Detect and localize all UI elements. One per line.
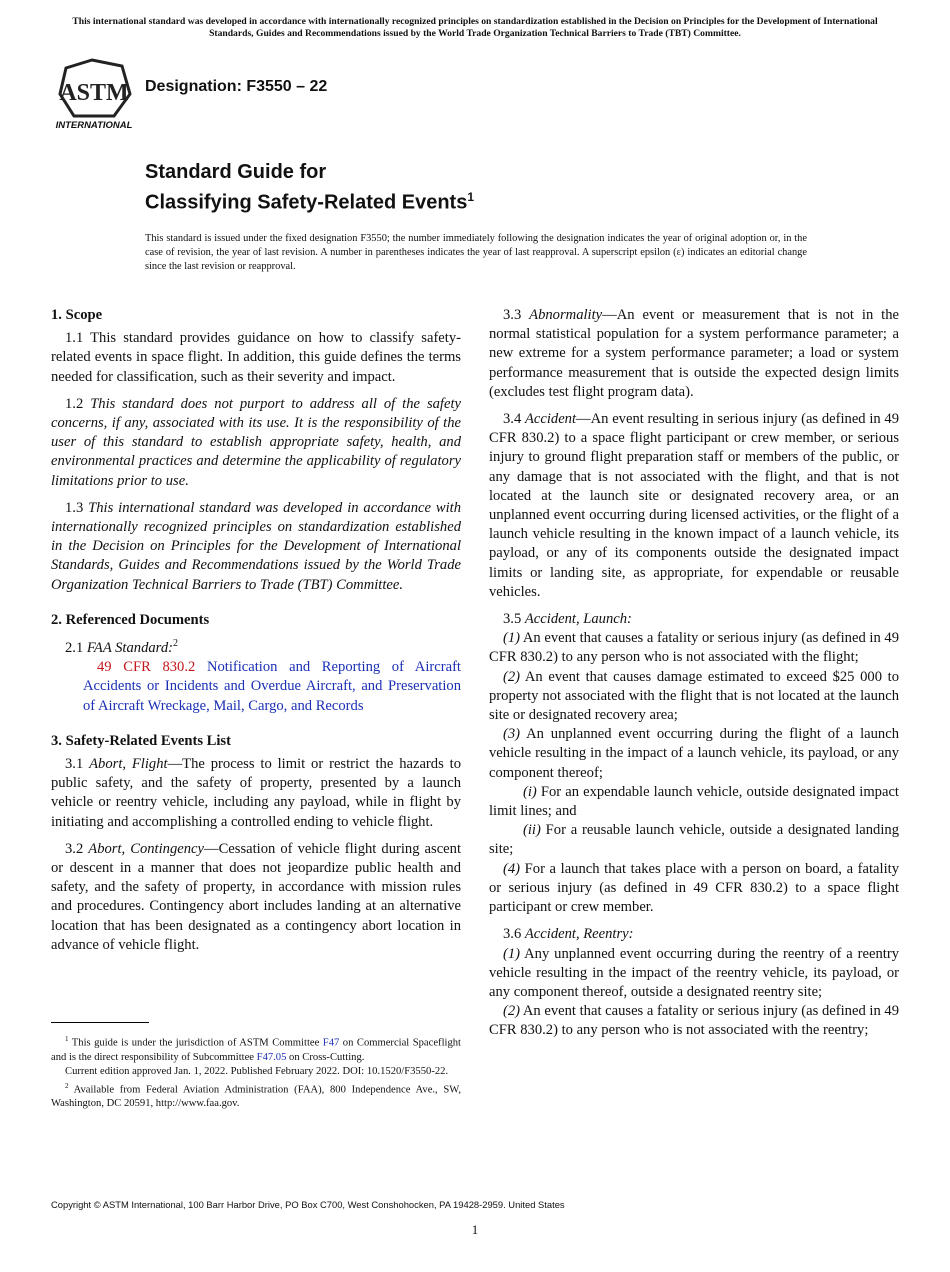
section-heading-refdocs: 2. Referenced Documents: [51, 611, 210, 628]
page-title: [145, 160, 474, 216]
para-3-4: 3.4 Accident—An event resulting in serious injury (as defined in 49 CFR 830.2) to a space flight participant or crew member, or serious injury to ground flight preparation staff or members of the public, or any damage that is not associated with the flight, and that is not located at the launch site or designated recovery area, or an unplanned event occurring during licensed activities, or the flight of a launch vehicle resulting in the known impact of a launch vehicle, its payload, or any of its components outside the designated impact limits or landing site, as appropriate, for expendable or reusable vehicles.: [489, 411, 900, 600]
logo-wordmark: INTERNATIONAL: [55, 120, 133, 131]
ref-code[interactable]: 49 CFR 830.2: [97, 659, 196, 676]
astm-logo-icon: [52, 56, 136, 132]
para-3-5-4: (4) For a launch that takes place with a person on board, a fatality or serious injury (as defined in 49 CFR 830.2) to a space flight participant or crew member.: [489, 860, 899, 916]
section-heading-events: 3. Safety-Related Events List: [51, 732, 231, 749]
footnote-2: $^2$ Available from Federal Aviation Administration (FAA), 800 Independence Ave., SW, Washington, DC 20591, http://www.faa.gov.: [51, 1081, 461, 1110]
title-line1: Standard Guide for: [145, 161, 327, 183]
para-3-5-3-i: (i) For an expendable launch vehicle, outside designated impact limit lines; and: [489, 783, 899, 820]
footnote-1: $^1$ This guide is under the jurisdiction of ASTM Committee F47 on Commercial Spaceflight and is the direct responsibility of Subcommittee F47.05 on Cross-Cutting.: [51, 1035, 461, 1063]
para-3-5-3: (3) An unplanned event occurring during the flight of a launch vehicle resulting in the impact of a launch vehicle, its payload, or any component thereof;: [489, 726, 899, 781]
astm-logo: [52, 56, 136, 132]
para-1-1: 1.1 This standard provides guidance on how to classify safety-related events in space flight. In addition, this guide defines the terms needed for classification, such as their severity and impact.: [51, 330, 461, 385]
para-2-1: 2.1 FAA Standard:$^2$: [65, 638, 178, 656]
link-f47-05[interactable]: F47.05: [256, 1051, 287, 1063]
para-3-5: 3.5 Accident, Launch:: [503, 611, 632, 628]
ref-title[interactable]: Notification and Reporting of Aircraft Accidents or Incidents and Overdue Aircraft, and Preservation of Aircraft Wreckage, Mail, Cargo, and Records: [83, 659, 461, 714]
para-3-2: 3.2 Abort, Contingency—Cessation of vehicle flight during ascent or descent in a manner that does not jeopardize public health and safety, and the safety of property, in accordance with mission rules and procedures. Contingency abort includes landing at an alternative location that has been designated as a contingency abort location in advance of vehicle flight.: [51, 840, 461, 953]
para-3-5-1: (1) An event that causes a fatality or serious injury (as defined in 49 CFR 830.2) to any person who is not associated with the flight;: [489, 630, 899, 666]
copyright: Copyright © ASTM International, 100 Barr Harbor Drive, PO Box C700, West Conshohocken, PA 19428-2959. United States: [51, 1199, 565, 1210]
para-3-6-1: (1) Any unplanned event occurring during the reentry of a reentry vehicle resulting in the impact of the reentry vehicle, its payload, or any component thereof, outside a designated reentry site;: [489, 945, 899, 1000]
footnote-edition: Current edition approved Jan. 1, 2022. Published February 2022. DOI: 10.1520/F3550-22.: [65, 1065, 449, 1077]
right-column: [489, 306, 899, 1041]
logo-letters: ASTM: [59, 80, 129, 106]
page-number: 1: [471, 1222, 479, 1237]
para-3-6: 3.6 Accident, Reentry:: [503, 926, 634, 943]
link-f47[interactable]: F47: [322, 1037, 340, 1049]
footnotes: [51, 1032, 461, 1111]
para-1-2: 1.2 This standard does not purport to address all of the safety concerns, if any, associated with its use. It is the responsibility of the user of this standard to establish appropriate safety, health, and environmental practices and determine the applicability of regulatory limitations prior to use.: [51, 395, 461, 489]
footnote-divider: [51, 1022, 149, 1023]
para-3-3: 3.3 Abnormality—An event or measurement that is not in the normal statistical population for a system performance parameter; a new extreme for a system performance parameter; a load or system performance measurement that is outside the expected design limits (excludes test flight program data).: [489, 307, 900, 400]
section-heading-scope: 1. Scope: [51, 307, 103, 323]
title-footnote-mark: 1: [467, 190, 475, 204]
left-column: [51, 306, 461, 955]
para-3-6-2: (2) An event that causes a fatality or serious injury (as defined in 49 CFR 830.2) to any person who is not associated with the reentry;: [489, 1003, 899, 1039]
ref-49cfr830[interactable]: [51, 658, 461, 716]
issue-note: This standard is issued under the fixed designation F3550; the number immediately following the designation indicates the year of original adoption or, in the case of revision, the year of last revision. A number in parentheses indicates the year of last reapproval. A superscript epsilon (ε) indicates an editorial change since the last revision or reapproval.: [145, 233, 807, 272]
para-3-5-2: (2) An event that causes damage estimated to exceed $25 000 to property not associated with the flight that is not located at the launch site or designated recovery area;: [489, 668, 899, 724]
top-notice: This international standard was developed in accordance with internationally recognized principles on standardization established in the Decision on Principles for the Development of International Standards, Guides and Recommendations issued by the World Trade Organization Technical Barriers to Trade (TBT) Committee.: [72, 16, 878, 39]
para-3-5-3-ii: (ii) For a reusable launch vehicle, outside a designated landing site;: [489, 822, 899, 858]
designation: Designation: F3550 – 22: [145, 78, 328, 95]
para-1-3: 1.3 This international standard was developed in accordance with internationally recognized principles on standardization established in the Decision on Principles for the Development of International Standards, Guides and Recommendations issued by the World Trade Organization Technical Barriers to Trade (TBT) Committee.: [51, 499, 462, 593]
para-3-1: 3.1 Abort, Flight—The process to limit or restrict the hazards to public safety, and the safety of property, presented by a launch vehicle or reentry vehicle, including any payload, while in flight by initiating and accomplishing a controlled ending to vehicle flight.: [51, 755, 461, 830]
title-line2: Classifying Safety-Related Events: [145, 191, 468, 214]
